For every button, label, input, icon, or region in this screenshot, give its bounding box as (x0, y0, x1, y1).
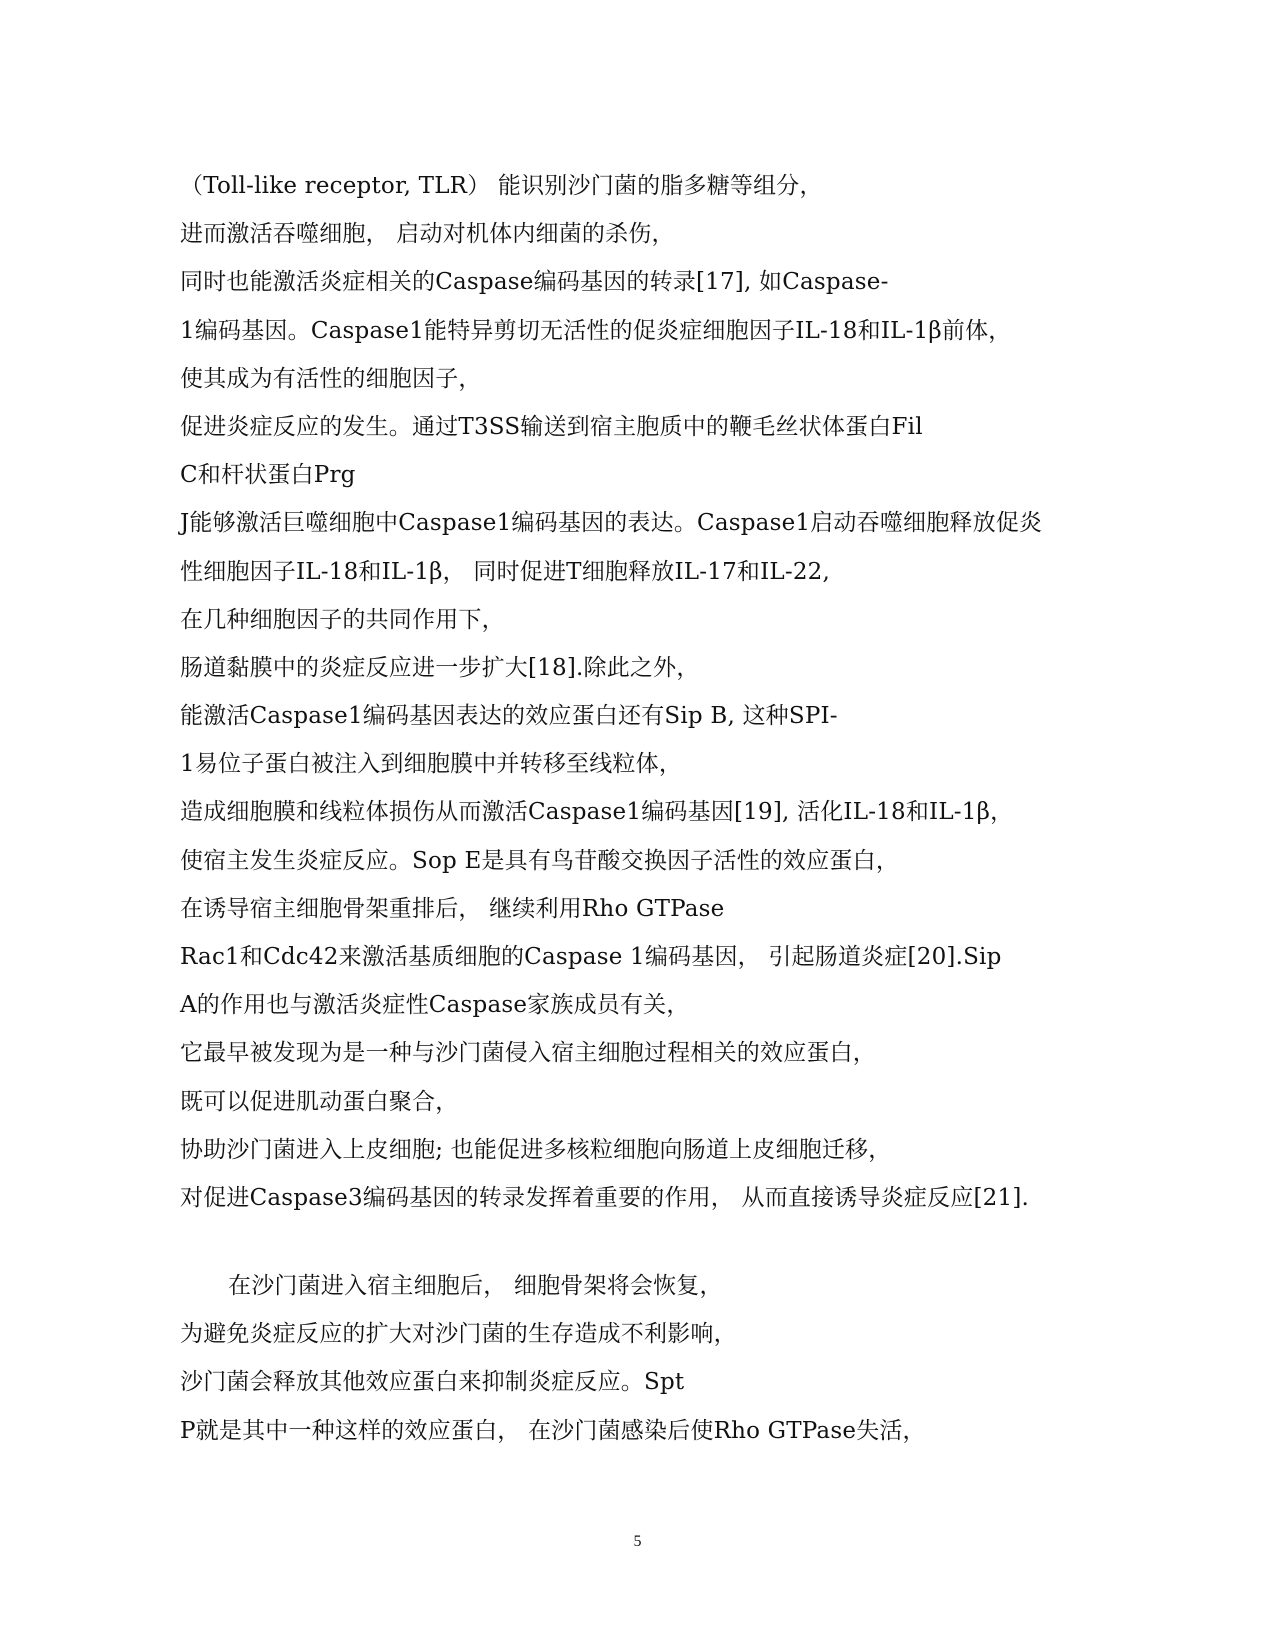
text-line: 在几种细胞因子的共同作用下， (180, 606, 505, 633)
text-line: 使其成为有活性的细胞因子， (180, 365, 482, 392)
text-line: 同时也能激活炎症相关的Caspase编码基因的转录[17], 如Caspase- (180, 269, 889, 296)
text-line: 能激活Caspase1编码基因表达的效应蛋白还有Sip B, 这种SPI- (180, 703, 838, 730)
text-line: J能够激活巨噬细胞中Caspase1编码基因的表达。Caspase1启动吞噬细胞释放促炎 (180, 510, 1043, 537)
text-line: 对促进Caspase3编码基因的转录发挥着重要的作用， 从而直接诱导炎症反应[21]. (180, 1184, 1030, 1211)
text-line: 沙门菌会释放其他效应蛋白来抑制炎症反应。Spt (180, 1369, 685, 1396)
text-line: 协助沙门菌进入上皮细胞; 也能促进多核粒细胞向肠道上皮细胞迁移， (180, 1136, 892, 1163)
paragraph-1 (180, 162, 1080, 1222)
text-line: 在沙门菌进入宿主细胞后， 细胞骨架将会恢复， (228, 1273, 723, 1299)
text-line: 1易位子蛋白被注入到细胞膜中并转移至线粒体， (180, 751, 683, 778)
text-line: 为避免炎症反应的扩大对沙门菌的生存造成不利影响， (180, 1321, 737, 1348)
text-line: 造成细胞膜和线粒体损伤从而激活Caspase1编码基因[19], 活化IL-18和IL-1β， (180, 799, 1014, 826)
text-line: Rac1和Cdc42来激活基质细胞的Caspase 1编码基因， 引起肠道炎症[20].Sip (180, 944, 1002, 970)
paragraph-2 (180, 1262, 1080, 1455)
page-number: 5 (633, 1533, 642, 1550)
text-line: 促进炎症反应的发生。通过T3SS输送到宿主胞质中的鞭毛丝状体蛋白Fil (180, 413, 923, 440)
text-line: 它最早被发现为是一种与沙门菌侵入宿主细胞过程相关的效应蛋白， (180, 1040, 876, 1067)
text-line: 1编码基因。Caspase1能特异剪切无活性的促炎症细胞因子IL-18和IL-1β前体， (180, 317, 1012, 344)
text-line: A的作用也与激活炎症性Caspase家族成员有关， (180, 992, 690, 1019)
text-line: 既可以促进肌动蛋白聚合， (180, 1088, 459, 1115)
text-line: 在诱导宿主细胞骨架重排后， 继续利用Rho GTPase (180, 895, 725, 922)
text-line: C和杆状蛋白Prg (180, 462, 356, 489)
text-line: （Toll-like receptor, TLR） 能识别沙门菌的脂多糖等组分， (180, 173, 823, 199)
text-line: 使宿主发生炎症反应。Sop E是具有鸟苷酸交换因子活性的效应蛋白， (180, 847, 900, 874)
text-line: P就是其中一种这样的效应蛋白， 在沙门菌感染后使Rho GTPase失活， (180, 1417, 926, 1444)
text-line: 肠道黏膜中的炎症反应进一步扩大[18].除此之外， (180, 654, 700, 681)
text-line: 性细胞因子IL-18和IL-1β， 同时促进T细胞释放IL-17和IL-22, (180, 558, 831, 585)
text-line: 进而激活吞噬细胞， 启动对机体内细菌的杀伤， (180, 221, 675, 248)
